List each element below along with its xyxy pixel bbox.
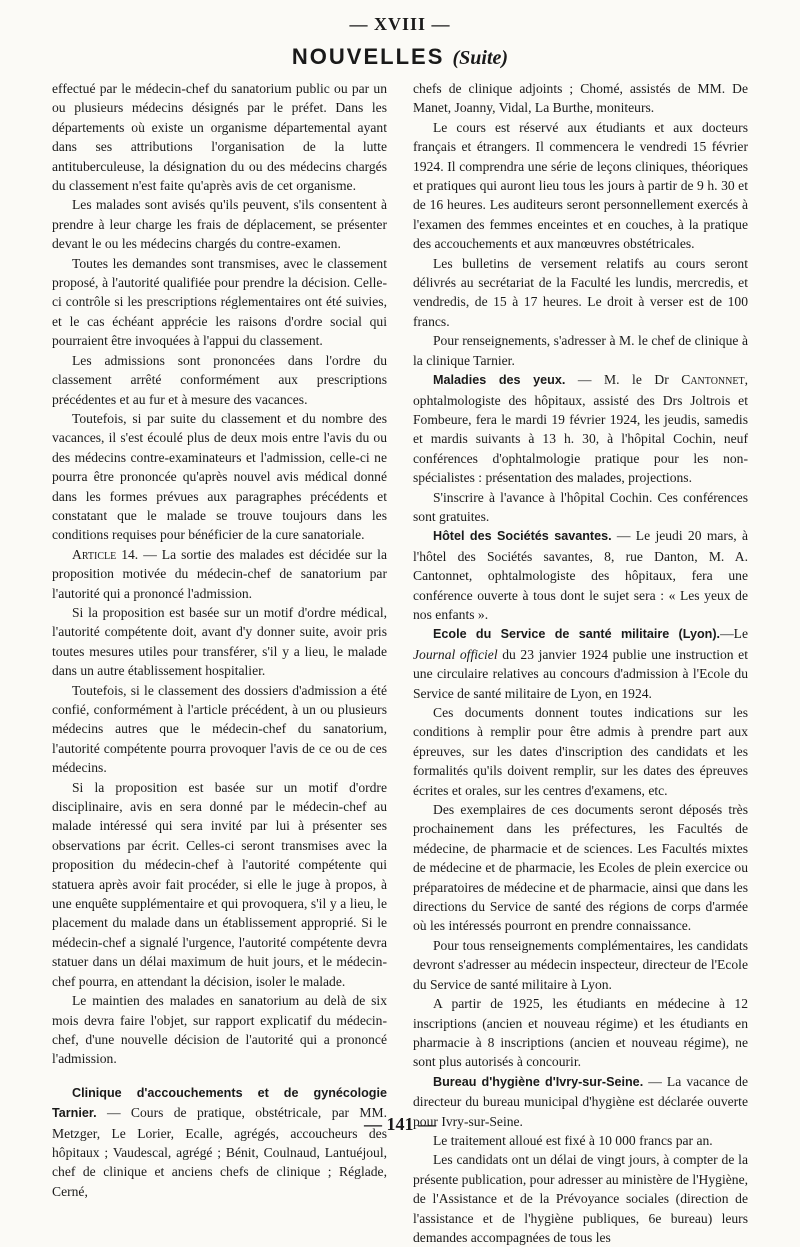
page-roman-numeral: — XVIII —	[349, 14, 451, 34]
paragraph	[413, 370, 748, 487]
paragraph: Pour tous renseignements complémentaires, les candidats devront s'adresser au médecin inspecteur, directeur de l'Ecole du Service de santé militaire à Lyon.	[413, 937, 748, 992]
left-column	[52, 79, 387, 1201]
news-heading: Clinique d'accouchements et de gynécologie Tarnier.	[52, 1085, 387, 1121]
paragraph-text: — Cours de pratique, obstétricale, par MM. Metzger, Le Lorier, Ecalle, agrégés, accoucheurs des hôpitaux ; Vaudescal, agrégé ; Bénit, Coulnaud, Lantuéjoul, chef de clinique et anciens chefs de clinique ; Réglade, Cerné,	[52, 1105, 387, 1199]
news-heading: Maladies des yeux.	[433, 373, 566, 388]
paragraph: A partir de 1925, les étudiants en médecine à 12 inscriptions (ancien et nouveau régime) et les étudiants en pharmacie à 8 inscriptions (ancien et nouveau régime), ne sont plus autorisés à concourir.	[413, 996, 748, 1070]
paragraph-text: du 23 janvier 1924 publie une instruction et une circulaire relatives au concours d'admission à l'Ecole du Service de santé militaire de Lyon, en 1924.	[413, 646, 748, 701]
paragraph: Le cours est réservé aux étudiants et aux docteurs français et étrangers. Il commencera le vendredi 15 février 1924. Il comprendra une série de leçons cliniques, théoriques et pratiques qui auront lieu tous les jours à partir de 9 h. 30 et de 16 heures. Les auditeurs seront personnellement exercés à l'examen des femmes enceintes et en couches, à la pratique des accouchements et aux manœuvres obstétricales.	[413, 119, 748, 252]
paragraph: chefs de clinique adjoints ; Chomé, assistés de MM. De Manet, Joanny, Vidal, La Burthe, moniteurs.	[413, 81, 748, 116]
paragraph: Les admissions sont prononcées dans l'ordre du classement arrêté conformément aux prescriptions précédentes et au fur et à mesure des vacances.	[52, 352, 387, 407]
paragraph-text: , ophtalmologiste des hôpitaux, assisté des Drs Joltrois et Fombeure, fera le mardi 19 février 1924, les jeudis, samedis et mardis suivants à 13 h. 30, à l'hôpital Cochin, neuf conférences d'ophtalmologie pratique pour les non-spécialistes : présentation des malades, projections.	[413, 372, 748, 486]
paragraph: Toutefois, si le classement des dossiers d'admission a été confié, conformément à l'article précédent, à un ou plusieurs médecins autres que le médecin-chef du sanatorium, l'autorité compétente pourra provoquer l'avis de ce ou de ces médecins.	[52, 682, 387, 776]
page-number: — 141 —	[364, 1114, 436, 1134]
paragraph-text: —Le	[720, 626, 748, 642]
section-title-main: NOUVELLES	[291, 44, 445, 69]
right-column	[413, 79, 748, 1247]
paragraph: effectué par le médecin-chef du sanatorium public ou par un ou plusieurs médecins désignés par le préfet. Dans les départements où existe un organisme départemental ayant dans ses attributions l'organisation de la lutte antituberculeuse, la désignation du ou des médecins chargés du classement n'est faite qu'après avis de cet organisme.	[52, 81, 387, 194]
paragraph: Toutefois, si par suite du classement et du nombre des vacances, il s'est écoulé plus de deux mois entre l'avis du ou des médecins contre-examinateurs et l'admission, celle-ci ne pourra être prononcée qu'après nouvel avis médical donné dans les formes prévues aux paragraphes précédents et constatant que le malade se trouve toujours dans les conditions requises pour bénéficier de la cure sanatoriale.	[52, 410, 387, 543]
article-label: Article 14.	[72, 546, 139, 562]
paragraph	[52, 1083, 387, 1201]
paragraph: Le maintien des malades en sanatorium au delà de six mois devra faire l'objet, sur rapport explicatif du médecin-chef, d'une nouvelle décision de l'autorité qui a prononcé l'admission.	[52, 993, 387, 1067]
news-heading: Ecole du Service de santé militaire (Lyon).	[433, 627, 721, 642]
paragraph: Les malades sont avisés qu'ils peuvent, s'ils consentent à prendre à leur charge les frais de déplacement, se présenter devant le ou les médecins chargés du contre-examen.	[52, 197, 387, 252]
paragraph: Les bulletins de versement relatifs au cours seront délivrés au secrétariat de la Faculté les lundis, mercredis, et vendredis, de 15 à 17 heures. Le droit à verser est de 100 francs.	[413, 255, 748, 329]
news-heading: Bureau d'hygiène d'Ivry-sur-Seine.	[433, 1074, 644, 1089]
paragraph: Des exemplaires de ces documents seront déposés très prochainement dans les préfectures, les Facultés de médecine, de pharmacie et de sciences. Les Facultés mixtes de médecine et de pharmacie, les Ecoles de plein exercice ou préparatoires de médecine et de pharmacie, ainsi que dans les directions du Service de santé des régions de corps d'armée où les intéressés pourront en prendre connaissance.	[413, 802, 748, 934]
paragraph-text: — Le jeudi 20 mars, à l'hôtel des Sociétés savantes, 8, rue Danton, M. A. Cantonnet, ophtalmologiste des hôpitaux, fera une conférence ouverte à tous dont le sujet sera : « Les yeux de nos enfants ».	[413, 528, 748, 622]
paragraph: Si la proposition est basée sur un motif d'ordre médical, l'autorité compétente doit, avant d'y donner suite, avoir pris toutes mesures utiles pour transférer, s'il y a lieu, le malade dans un autre établissement hospitalier.	[52, 604, 387, 679]
paragraph: Le traitement alloué est fixé à 10 000 francs par an.	[433, 1132, 713, 1148]
paragraph: Toutes les demandes sont transmises, avec le classement proposé, à l'autorité qualifiée pour prendre la décision. Celle-ci contrôle si les prescriptions réglementaires ont été suivies, et le cas échéant apprécie les raisons d'ordre social qui pourraient être invoquées à l'appui du classement.	[52, 255, 387, 349]
paragraph	[413, 624, 748, 703]
paragraph-text: — La vacance de directeur du bureau municipal d'hygiène est déclarée ouverte pour Ivry-sur-Seine.	[413, 1073, 748, 1129]
journal-title: Journal officiel	[413, 646, 498, 662]
paragraph-text: — La sortie des malades est décidée sur la proposition motivée du médecin-chef de sanatorium par l'autorité qui a prononcé l'admission.	[52, 546, 387, 601]
section-title-suffix: (Suite)	[452, 47, 509, 69]
paragraph: Pour renseignements, s'adresser à M. le chef de clinique à la clinique Tarnier.	[413, 333, 748, 368]
paragraph: Les candidats ont un délai de vingt jours, à compter de la présente publication, pour adresser au ministère de l'Hygiène, de l'Assistance et de la Prévoyance sociales (direction de l'assistance et de l'hygiène publiques, 6e bureau) leurs demandes accompagnées de tous les	[413, 1152, 749, 1245]
person-name: Cantonnet	[681, 372, 745, 388]
paragraph-text: — M. le Dr	[565, 372, 682, 388]
paragraph: Si la proposition est basée sur un motif d'ordre disciplinaire, avis en sera donné par le médecin-chef au malade intéressé qui sera invité par lui à présenter ses observations par écrit. Celles-ci seront transmises avec la proposition du médecin-chef à l'autorité compétente qui statuera après avoir fait procéder, si elle le juge à propos, à une enquête supplémentaire et qui provoquera, s'il y a lieu, le placement du malade dans un établissement approprié. Si le médecin-chef a signalé l'urgence, l'autorité compétente devra statuer dans un délai maximum de huit jours, et le médecin-chef pourra, en attendant la décision, isoler le malade.	[52, 779, 387, 989]
section-title	[0, 44, 800, 70]
news-heading: Hôtel des Sociétés savantes.	[433, 529, 612, 544]
paragraph: Ces documents donnent toutes indications sur les conditions à remplir pour être admis à prendre part aux épreuves, sur les dates d'inscription des candidats et les formalités qu'ils doivent remplir, sur les dates des épreuves écrites et orales, sur les centres d'examens, etc.	[413, 705, 748, 798]
paragraph: S'inscrire à l'avance à l'hôpital Cochin. Ces conférences sont gratuites.	[413, 489, 748, 524]
paragraph	[52, 545, 387, 603]
paragraph	[413, 526, 748, 624]
